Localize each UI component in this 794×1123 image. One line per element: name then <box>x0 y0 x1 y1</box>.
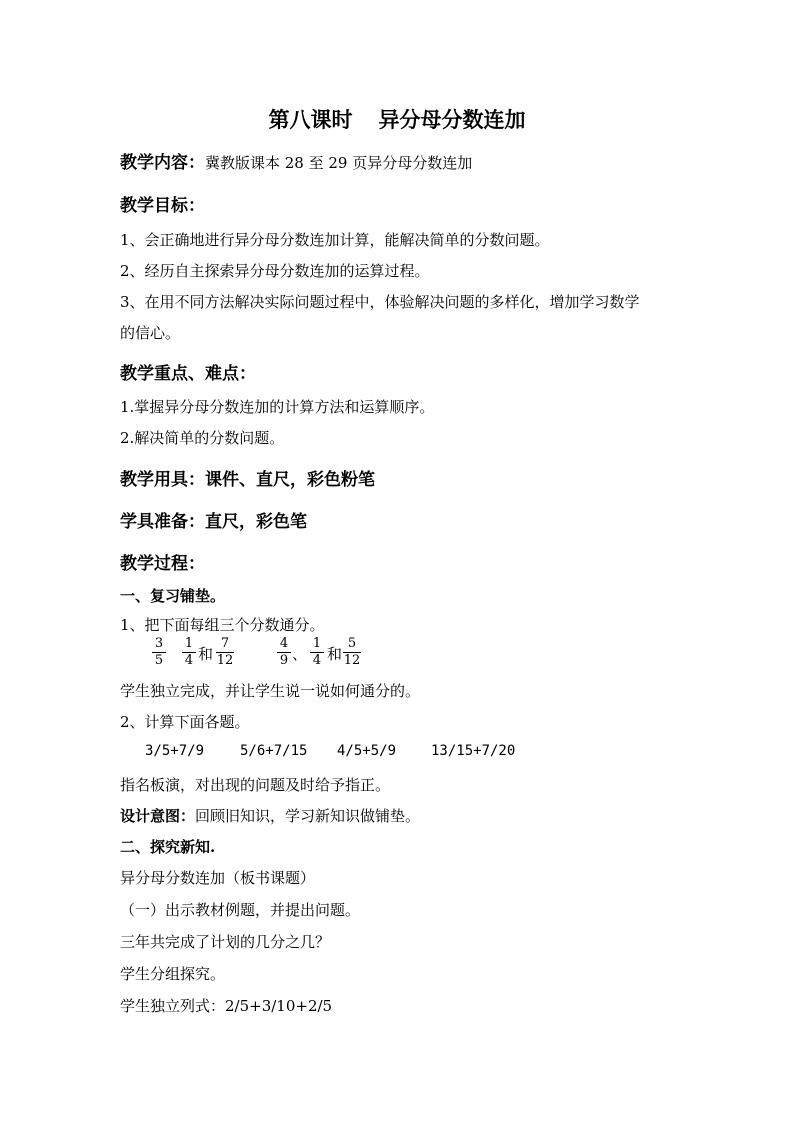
fraction <box>310 636 324 668</box>
student-tools-text: 直尺，彩色笔 <box>205 512 307 532</box>
title-lesson-number: 第八课时 <box>268 107 353 132</box>
goal-item: 2、经历自主探索异分母分数连加的运算过程。 <box>120 262 430 280</box>
design-intent <box>120 805 420 826</box>
calc-item: 13/15+7/20 <box>431 743 516 759</box>
teaching-tools-label: 教学用具： <box>120 470 205 490</box>
fraction-denominator: 9 <box>279 653 289 668</box>
fraction-numerator: 5 <box>347 636 357 651</box>
design-intent-label: 设计意图： <box>120 807 196 825</box>
fraction-numerator: 7 <box>220 636 230 651</box>
page-title <box>0 104 794 134</box>
fraction <box>343 636 361 668</box>
section2-line: 学生分组探究。 <box>120 965 226 983</box>
fraction <box>277 636 291 668</box>
goal-item: 的信心。 <box>120 324 181 342</box>
fraction <box>216 636 234 668</box>
fraction-denominator: 4 <box>184 653 194 668</box>
section2-line: 三年共完成了计划的几分之几？ <box>120 933 331 951</box>
section2-heading: 二、探究新知. <box>120 838 216 856</box>
task1-text: 1、把下面每组三个分数通分。 <box>120 616 325 634</box>
section1-heading: 一、复习铺垫。 <box>120 587 226 605</box>
goals-heading: 教学目标： <box>120 196 205 216</box>
key-point-item: 2.解决简单的分数问题。 <box>120 429 285 447</box>
teaching-content-text: 冀教版课本 28 至 29 页异分母分数连加 <box>205 154 473 172</box>
fraction-numerator: 4 <box>279 636 289 651</box>
teaching-content <box>120 148 472 173</box>
goal-item: 1、会正确地进行异分母分数连加计算，能解决简单的分数问题。 <box>120 231 550 249</box>
and-word: 和 <box>327 645 343 663</box>
section2-line: 异分母分数连加（板书课题） <box>120 869 316 887</box>
fraction-denominator: 12 <box>216 653 234 668</box>
task2-text: 2、计算下面各题。 <box>120 713 250 731</box>
note2-text: 指名板演，对出现的问题及时给予指正。 <box>120 776 391 794</box>
comma: 、 <box>292 645 308 663</box>
process-heading: 教学过程： <box>120 554 205 574</box>
calc-item: 5/6+7/15 <box>240 743 308 759</box>
section2-line: 学生独立列式：2/5+3/10+2/5 <box>120 997 333 1015</box>
teaching-content-label: 教学内容： <box>120 153 205 173</box>
and-word: 和 <box>198 645 214 663</box>
fraction-numerator: 3 <box>154 636 164 651</box>
teaching-tools-text: 课件、直尺，彩色粉笔 <box>205 470 375 490</box>
note1-text: 学生独立完成，并让学生说一说如何通分的。 <box>120 682 421 700</box>
teaching-tools <box>120 465 375 490</box>
design-intent-text: 回顾旧知识，学习新知识做铺垫。 <box>195 807 421 825</box>
fraction <box>182 636 196 668</box>
title-topic: 异分母分数连加 <box>378 107 526 132</box>
calc-item: 3/5+7/9 <box>145 743 205 759</box>
fraction-denominator: 12 <box>343 653 361 668</box>
fraction <box>152 636 166 668</box>
key-point-item: 1.掌握异分母分数连加的计算方法和运算顺序。 <box>120 398 435 416</box>
fraction-denominator: 5 <box>154 653 164 668</box>
fraction-numerator: 1 <box>312 636 322 651</box>
calc-item: 4/5+5/9 <box>337 743 397 759</box>
key-points-heading: 教学重点、难点： <box>120 364 256 384</box>
fraction-denominator: 4 <box>312 653 322 668</box>
section2-line: （一）出示教材例题，并提出问题。 <box>120 901 361 919</box>
student-tools <box>120 507 307 532</box>
fraction-numerator: 1 <box>184 636 194 651</box>
goal-item: 3、在用不同方法解决实际问题过程中，体验解决问题的多样化，增加学习数学 <box>120 293 640 311</box>
student-tools-label: 学具准备： <box>120 512 205 532</box>
